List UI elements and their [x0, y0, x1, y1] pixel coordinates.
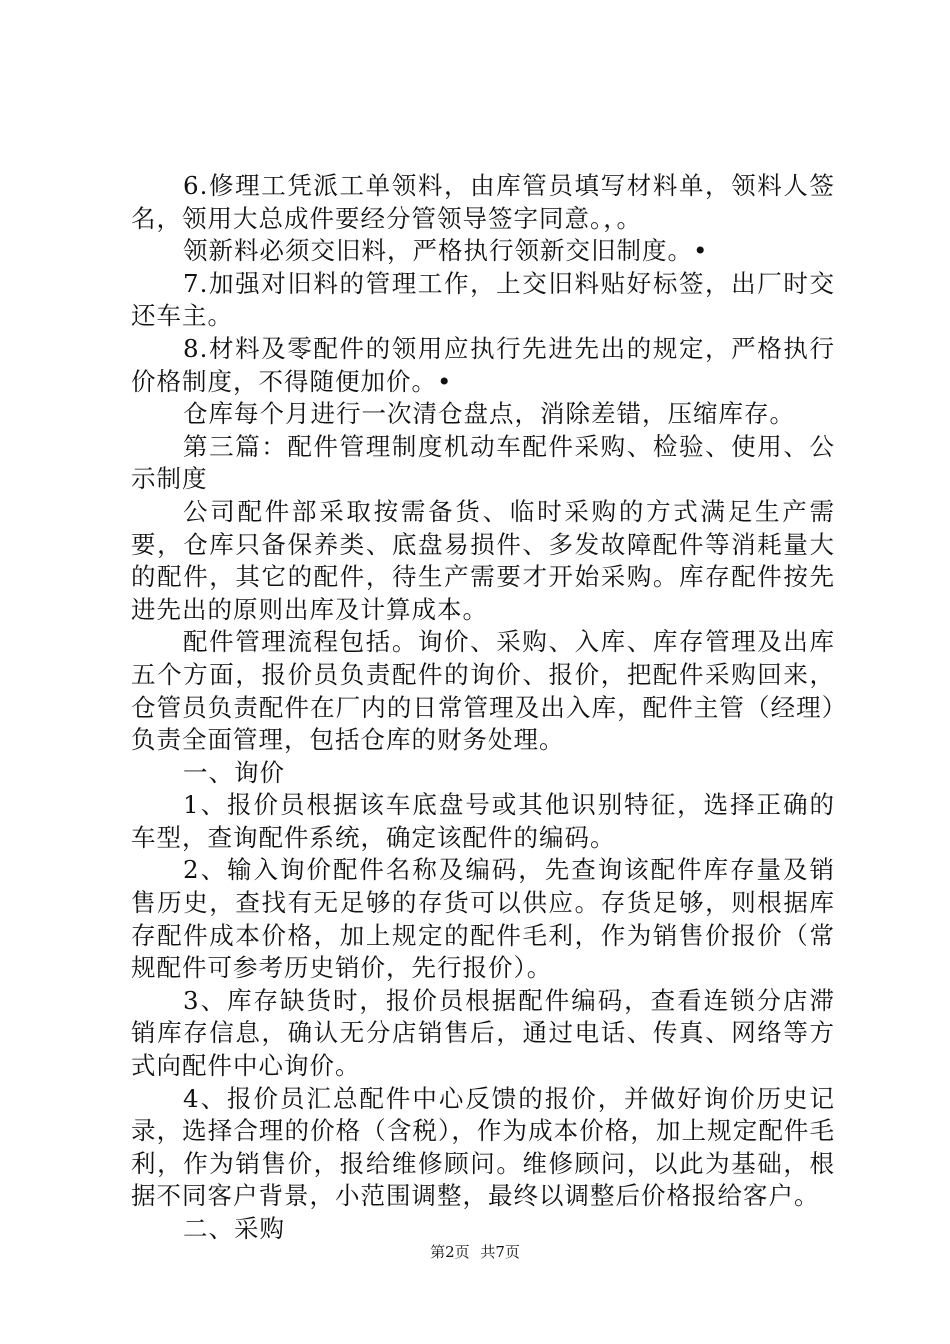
paragraph-inquiry-step-1: 1、报价员根据该车底盘号或其他识别特征，选择正确的车型，查询配件系统，确定该配件的编码。	[131, 790, 835, 852]
subheading-inquiry: 一、询价	[183, 757, 285, 787]
paragraph-inquiry-step-4: 4、报价员汇总配件中心反馈的报价，并做好询价历史记录，选择合理的价格（含税），作为成本价格，加上规定配件毛利，作为销售价，报给维修顾问。维修顾问，以此为基础，根据不同客户背景，小范围调整，最终以调整后价格报给客户。	[131, 1083, 835, 1211]
paragraph-fifo: 8.材料及零配件的领用应执行先进先出的规定，严格执行价格制度，不得随便加价。•	[131, 333, 835, 396]
paragraph-inquiry-step-2: 2、输入询价配件名称及编码，先查询该配件库存量及销售历史，查找有无足够的存货可以供应。存货足够，则根据库存配件成本价格，加上规定的配件毛利，作为销售价报价（常规配件可参考历史销价，先行报价）。	[131, 855, 835, 983]
page-footer	[0, 1242, 950, 1262]
paragraph-requisition: 6.修理工凭派工单领料，由库管员填写材料单，领料人签名，领用大总成件要经分管领导签字同意。，。	[131, 171, 835, 233]
paragraph-inventory-check: 仓库每个月进行一次清仓盘点，消除差错，压缩库存。	[183, 399, 795, 429]
page-total: 共7页	[480, 1243, 520, 1261]
subheading-purchasing: 二、采购	[183, 1214, 285, 1243]
paragraph-old-for-new: 领新料必须交旧料，严格执行领新交旧制度。•	[183, 236, 709, 266]
paragraph-stocking-policy: 公司配件部采取按需备货、临时采购的方式满足生产需要，仓库只备保养类、底盘易损件、多发故障配件等消耗量大的配件，其它的配件，待生产需要才开始采购。库存配件按先进先出的原则出库及计算成本。	[131, 496, 835, 624]
page-number: 第2页	[430, 1243, 470, 1261]
paragraph-process-overview: 配件管理流程包括。询价、采购、入库、库存管理及出库五个方面，报价员负责配件的询价、报价，把配件采购回来，仓管员负责配件在厂内的日常管理及出入库，配件主管（经理）负责全面管理，包括仓库的财务处理。	[131, 627, 835, 755]
paragraph-inquiry-step-3: 3、库存缺货时，报价员根据配件编码，查看连锁分店滞销库存信息，确认无分店销售后，通过电话、传真、网络等方式向配件中心询价。	[131, 985, 835, 1081]
paragraph-old-parts: 7.加强对旧料的管理工作，上交旧料贴好标签，出厂时交还车主。	[131, 268, 835, 331]
section-heading-part-three: 第三篇：配件管理制度机动车配件采购、检验、使用、公示制度	[131, 431, 835, 494]
document-body	[131, 170, 835, 1246]
